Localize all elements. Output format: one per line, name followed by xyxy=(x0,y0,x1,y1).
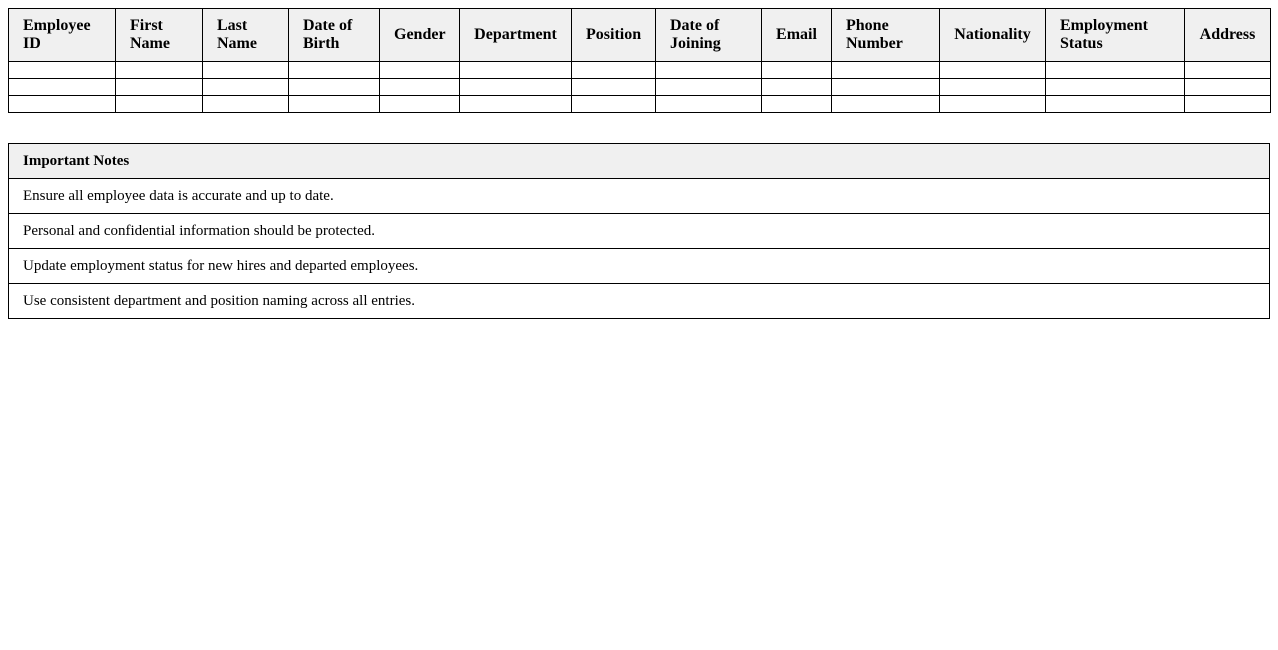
table-cell[interactable] xyxy=(289,62,380,79)
table-row xyxy=(9,79,1271,96)
table-cell[interactable] xyxy=(1046,79,1185,96)
table-cell[interactable] xyxy=(116,79,203,96)
table-cell[interactable] xyxy=(380,96,460,113)
page-content xyxy=(8,8,1270,319)
header-last-name: Last Name xyxy=(203,9,289,62)
table-cell[interactable] xyxy=(940,62,1046,79)
table-cell[interactable] xyxy=(116,96,203,113)
table-cell[interactable] xyxy=(832,62,940,79)
header-address: Address xyxy=(1185,9,1271,62)
table-cell[interactable] xyxy=(460,62,572,79)
employee-table xyxy=(8,8,1271,113)
table-cell[interactable] xyxy=(289,79,380,96)
header-date-of-birth: Date of Birth xyxy=(289,9,380,62)
table-cell[interactable] xyxy=(380,62,460,79)
table-cell[interactable] xyxy=(832,96,940,113)
table-cell[interactable] xyxy=(572,96,656,113)
table-cell[interactable] xyxy=(832,79,940,96)
table-cell[interactable] xyxy=(762,96,832,113)
header-employment-status: Employment Status xyxy=(1046,9,1185,62)
table-cell[interactable] xyxy=(940,79,1046,96)
table-cell[interactable] xyxy=(9,62,116,79)
header-department: Department xyxy=(460,9,572,62)
table-cell[interactable] xyxy=(9,79,116,96)
header-phone-number: Phone Number xyxy=(832,9,940,62)
table-row xyxy=(9,62,1271,79)
header-email: Email xyxy=(762,9,832,62)
notes-title: Important Notes xyxy=(9,144,1270,179)
table-cell[interactable] xyxy=(380,79,460,96)
note-item: Use consistent department and position naming across all entries. xyxy=(9,284,1270,319)
table-cell[interactable] xyxy=(762,79,832,96)
table-cell[interactable] xyxy=(460,96,572,113)
note-item: Ensure all employee data is accurate and up to date. xyxy=(9,179,1270,214)
header-first-name: First Name xyxy=(116,9,203,62)
note-row xyxy=(9,214,1270,249)
table-cell[interactable] xyxy=(203,62,289,79)
table-cell[interactable] xyxy=(203,79,289,96)
table-cell[interactable] xyxy=(1046,62,1185,79)
table-cell[interactable] xyxy=(572,62,656,79)
notes-table xyxy=(8,143,1270,319)
table-cell[interactable] xyxy=(1185,62,1271,79)
table-cell[interactable] xyxy=(656,96,762,113)
header-gender: Gender xyxy=(380,9,460,62)
table-cell[interactable] xyxy=(762,62,832,79)
table-cell[interactable] xyxy=(1185,96,1271,113)
table-cell[interactable] xyxy=(116,62,203,79)
table-cell[interactable] xyxy=(656,62,762,79)
notes-header-row xyxy=(9,144,1270,179)
note-row xyxy=(9,284,1270,319)
header-employee-id: Employee ID xyxy=(9,9,116,62)
header-nationality: Nationality xyxy=(940,9,1046,62)
header-position: Position xyxy=(572,9,656,62)
note-row xyxy=(9,179,1270,214)
table-cell[interactable] xyxy=(289,96,380,113)
table-header-row xyxy=(9,9,1271,62)
table-cell[interactable] xyxy=(1046,96,1185,113)
table-cell[interactable] xyxy=(940,96,1046,113)
table-cell[interactable] xyxy=(656,79,762,96)
table-cell[interactable] xyxy=(1185,79,1271,96)
header-date-of-joining: Date of Joining xyxy=(656,9,762,62)
table-row xyxy=(9,96,1271,113)
table-cell[interactable] xyxy=(572,79,656,96)
note-item: Update employment status for new hires and departed employees. xyxy=(9,249,1270,284)
note-item: Personal and confidential information should be protected. xyxy=(9,214,1270,249)
table-cell[interactable] xyxy=(203,96,289,113)
table-cell[interactable] xyxy=(9,96,116,113)
table-cell[interactable] xyxy=(460,79,572,96)
note-row xyxy=(9,249,1270,284)
